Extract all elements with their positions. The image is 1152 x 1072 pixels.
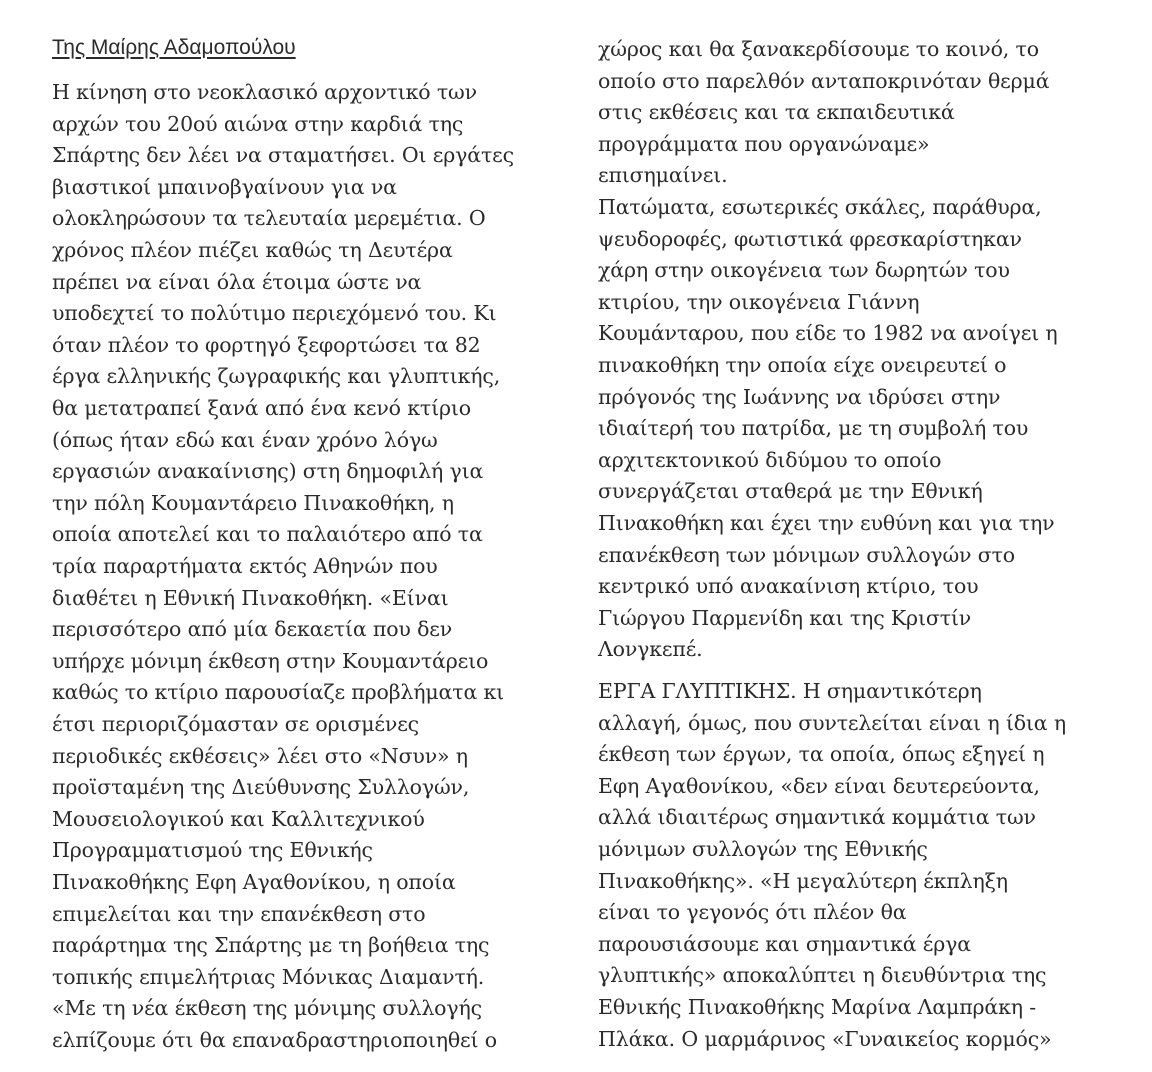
article-text-line: βιαστικοί μπαινοβγαίνουν για να — [52, 174, 397, 199]
article-text-line: ψευδοροφές, φωτιστικά φρεσκαρίστηκαν — [598, 226, 1022, 251]
article-text-line: χώρος και θα ξανακερδίσουμε το κοινό, το — [598, 37, 1039, 61]
article-text-line: αρχιτεκτονικού διδύμου το οποίο — [598, 447, 942, 472]
article-text-line: ΕΡΓΑ ΓΛΥΠΤΙΚΗΣ. Η σημαντικότερη — [598, 679, 982, 703]
article-text-line: παράρτημα της Σπάρτης με τη βοήθεια της — [52, 933, 490, 958]
article-text-line: χάρη στην οικογένεια των δωρητών του — [598, 258, 1010, 283]
article-text-line: εργασιών ανακαίνισης) στη δημοφιλή για — [52, 459, 484, 484]
article-text-line: θα μετατραπεί ξανά από ένα κενό κτίριο — [52, 396, 471, 420]
article-text-line: Πλάκα. Ο μαρμάρινος «Γυναικείος κορμός» — [598, 1026, 1052, 1051]
article-text-line: τρία παραρτήματα εκτός Αθηνών που — [52, 554, 438, 578]
article-text-line: Σπάρτης δεν λέει να σταματήσει. Οι εργάτες — [52, 143, 514, 168]
article-byline: Της Μαίρης Αδαμοπούλου — [52, 36, 296, 59]
article-text-line: Πατώματα, εσωτερικές σκάλες, παράθυρα, — [598, 195, 1042, 219]
article-text-line: περισσότερο από μία δεκαετία που δεν — [52, 617, 453, 642]
article-text-line: Προγραμματισμού της Εθνικής — [52, 838, 373, 863]
article-text-line: αλλαγή, όμως, που συντελείται είναι η ίδια η — [598, 710, 1066, 735]
article-text-line: προϊσταμένη της Διεύθυνσης Συλλογών, — [52, 775, 470, 800]
article-text-line: υποδεχτεί το πολύτιμο περιεχόμενό του. Κι — [52, 301, 497, 326]
article-text-line: παρουσιάσουμε και σημαντικά έργα — [598, 931, 971, 956]
article-text-line: είναι το γεγονός ότι πλέον θα — [598, 900, 907, 925]
article-text-line: έτσι περιοριζόμασταν σε ορισμένες — [52, 712, 420, 736]
article-text-line: Κουμάνταρου, που είδε το 1982 να ανοίγει η — [598, 321, 1058, 346]
article-text-line: επανέκθεση των μόνιμων συλλογών στο — [598, 542, 1015, 567]
article-text-line: οποίο στο παρελθόν ανταποκρινόταν θερμά — [598, 68, 1050, 93]
article-text-line: αλλά ιδιαιτέρως σημαντικά κομμάτια των — [598, 805, 1036, 830]
article-text-line: μόνιμων συλλογών της Εθνικής — [598, 837, 928, 861]
article-text-line: την πόλη Κουμαντάρειο Πινακοθήκη, η — [52, 490, 454, 515]
article-text-line: προγράμματα που οργανώναμε» — [598, 131, 930, 156]
article-text-line: Εθνικής Πινακοθήκης Μαρίνα Λαμπράκη - — [598, 995, 1037, 1019]
article-text-line: πρόγονός της Ιωάννης να ιδρύσει στην — [598, 384, 1001, 409]
article-text-line: Μουσειολογικού και Καλλιτεχνικού — [52, 806, 425, 831]
article-text-line: Λονγκεπέ. — [598, 637, 703, 662]
article-text-line: αρχών του 20ού αιώνα στην καρδιά της — [52, 111, 464, 136]
article-text-line: ολοκληρώσουν τα τελευταία μερεμέτια. Ο — [52, 206, 486, 231]
article-text-line: τοπικής επιμελήτριας Μόνικας Διαμαντή. — [52, 964, 485, 989]
article-text-line: διαθέτει η Εθνική Πινακοθήκη. «Είναι — [52, 585, 449, 610]
article-text-line: συνεργάζεται σταθερά με την Εθνική — [598, 479, 983, 504]
article-text-line: Πινακοθήκης Εφη Αγαθονίκου, η οποία — [52, 870, 456, 894]
article-text-line: πρέπει να είναι όλα έτοιμα ώστε να — [52, 269, 422, 294]
article-text-line: στις εκθέσεις και τα εκπαιδευτικά — [598, 100, 955, 125]
article-text-line: έργα ελληνικής ζωγραφικής και γλυπτικής, — [52, 364, 501, 389]
article-text-line: επισημαίνει. — [598, 163, 728, 188]
article-text-line: κτιρίου, την οικογένεια Γιάννη — [598, 289, 920, 314]
article-text-line: γλυπτικής» αποκαλύπτει η διευθύντρια της — [598, 963, 1047, 988]
article-text-line: Πινακοθήκης». «Η μεγαλύτερη έκπληξη — [598, 868, 1008, 893]
article-text-line: όταν πλέον το φορτηγό ξεφορτώσει τα 82 — [52, 332, 481, 357]
article-text-line: περιοδικές εκθέσεις» λέει στο «Νσυν» η — [52, 743, 468, 768]
article-text-line: επιμελείται και την επανέκθεση στο — [52, 901, 426, 926]
article-text-line: πινακοθήκη την οποία είχε ονειρευτεί ο — [598, 353, 1007, 377]
article-text-line: ελπίζουμε ότι θα επαναδραστηριοποιηθεί ο — [52, 1028, 497, 1052]
article-text-line: Γιώργου Παρμενίδη και της Κριστίν — [598, 605, 972, 630]
article-text-line: Πινακοθήκη και έχει την ευθύνη και για την — [598, 511, 1055, 535]
article-text-line: «Με τη νέα έκθεση της μόνιμης συλλογής — [52, 996, 482, 1021]
article-text-line: χρόνος πλέον πιέζει καθώς τη Δευτέρα — [52, 238, 453, 262]
article-text-line: καθώς το κτίριο παρουσίαζε προβλήματα κι — [52, 680, 505, 705]
article-text-line: κεντρικό υπό ανακαίνιση κτίριο, του — [598, 574, 979, 599]
article-text-line: έκθεση των έργων, τα οποία, όπως εξηγεί η — [598, 742, 1045, 767]
article-text-line: (όπως ήταν εδώ και έναν χρόνο λόγω — [52, 427, 438, 452]
article-text-line: Εφη Αγαθονίκου, «δεν είναι δευτερεύοντα, — [598, 773, 1040, 798]
article-text-line: υπήρχε μόνιμη έκθεση στην Κουμαντάρειο — [52, 648, 489, 673]
article-text-line: Η κίνηση στο νεοκλασικό αρχοντικό των — [52, 80, 477, 104]
article-text-line: ιδιαίτερή του πατρίδα, με τη συμβολή του — [598, 416, 1029, 441]
article-text-line: οποία αποτελεί και το παλαιότερο από τα — [52, 522, 483, 547]
